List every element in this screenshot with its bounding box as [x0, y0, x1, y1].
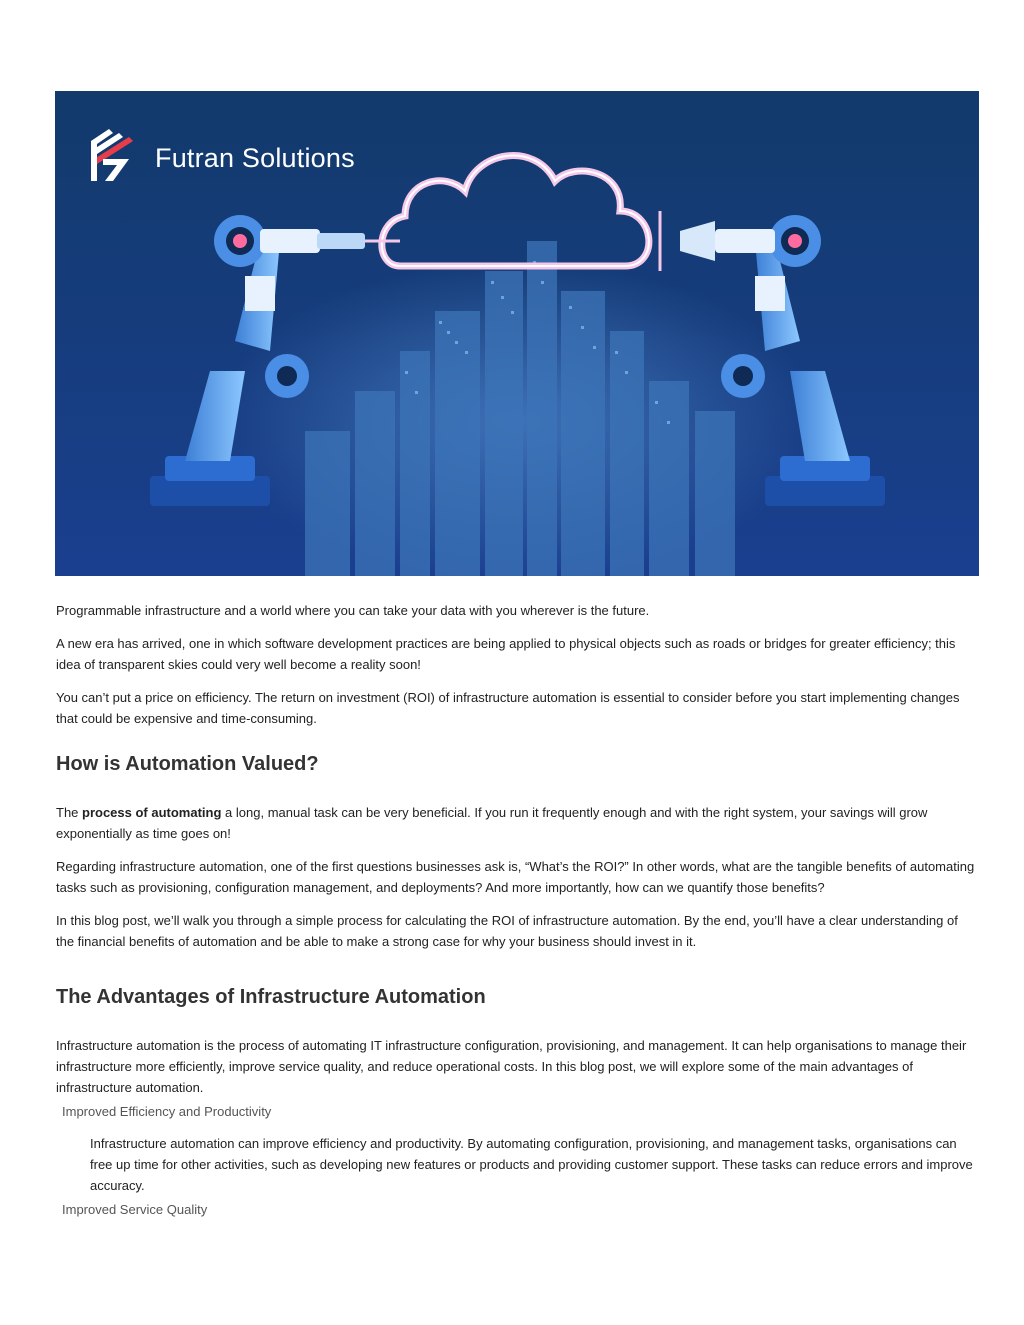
intro-paragraph-2: A new era has arrived, one in which software development practices are being applied to physical objects such as roads or bridges for greater efficiency; this idea of transparent skies could very well become a reality soon! — [56, 636, 956, 672]
intro-paragraph-1: Programmable infrastructure and a world where you can take your data with you wherever is the future. — [56, 603, 650, 618]
section1-p1-pre: The — [56, 805, 83, 820]
section1-paragraph-2: Regarding infrastructure automation, one of the first questions businesses ask is, “What’s the ROI?” In other words, what are the tangible benefits of automating tasks such as provisioning, configuration management, and deployments? And more importantly, how can we quantify those benefits? — [56, 859, 975, 895]
subheading-efficiency: Improved Efficiency and Productivity — [62, 1104, 272, 1119]
article-body — [56, 600, 976, 1231]
section1-p1-post: a long, manual task can be very beneficial. If you run it frequently enough and with the right system, your savings will grow exponentially as time goes on! — [56, 805, 928, 841]
section1-p1-bold: process of automating — [82, 805, 222, 820]
section1-paragraph-3: In this blog post, we’ll walk you through a simple process for calculating the ROI of infrastructure automation. By the end, you’ll have a clear understanding of the financial benefits of automation and be able to make a strong case for why your business should invest in it. — [56, 913, 958, 949]
section-heading-automation-valued: How is Automation Valued? — [56, 753, 319, 775]
logo-text: Futran Solutions — [155, 143, 355, 173]
subsection-efficiency-paragraph: Infrastructure automation can improve efficiency and productivity. By automating configuration, provisioning, and management tasks, organisations can free up time for other activities, such as developing new features or products and providing customer support. These tasks can reduce errors and improve accuracy. — [90, 1136, 973, 1193]
intro-paragraph-3: You can’t put a price on efficiency. The return on investment (ROI) of infrastructure automation is essential to consider before you start implementing changes that could be expensive and time-consuming. — [56, 690, 960, 726]
hero-image — [55, 91, 979, 576]
section2-paragraph-1: Infrastructure automation is the process of automating IT infrastructure configuration, provisioning, and management. It can help organisations to manage their infrastructure more efficiently, improve service quality, and reduce operational costs. In this blog post, we will explore some of the main advantages of infrastructure automation. — [56, 1038, 967, 1095]
subheading-service-quality: Improved Service Quality — [62, 1202, 208, 1217]
section-heading-advantages: The Advantages of Infrastructure Automation — [56, 986, 486, 1008]
logo — [145, 143, 355, 174]
section1-paragraph-1 — [56, 802, 976, 844]
